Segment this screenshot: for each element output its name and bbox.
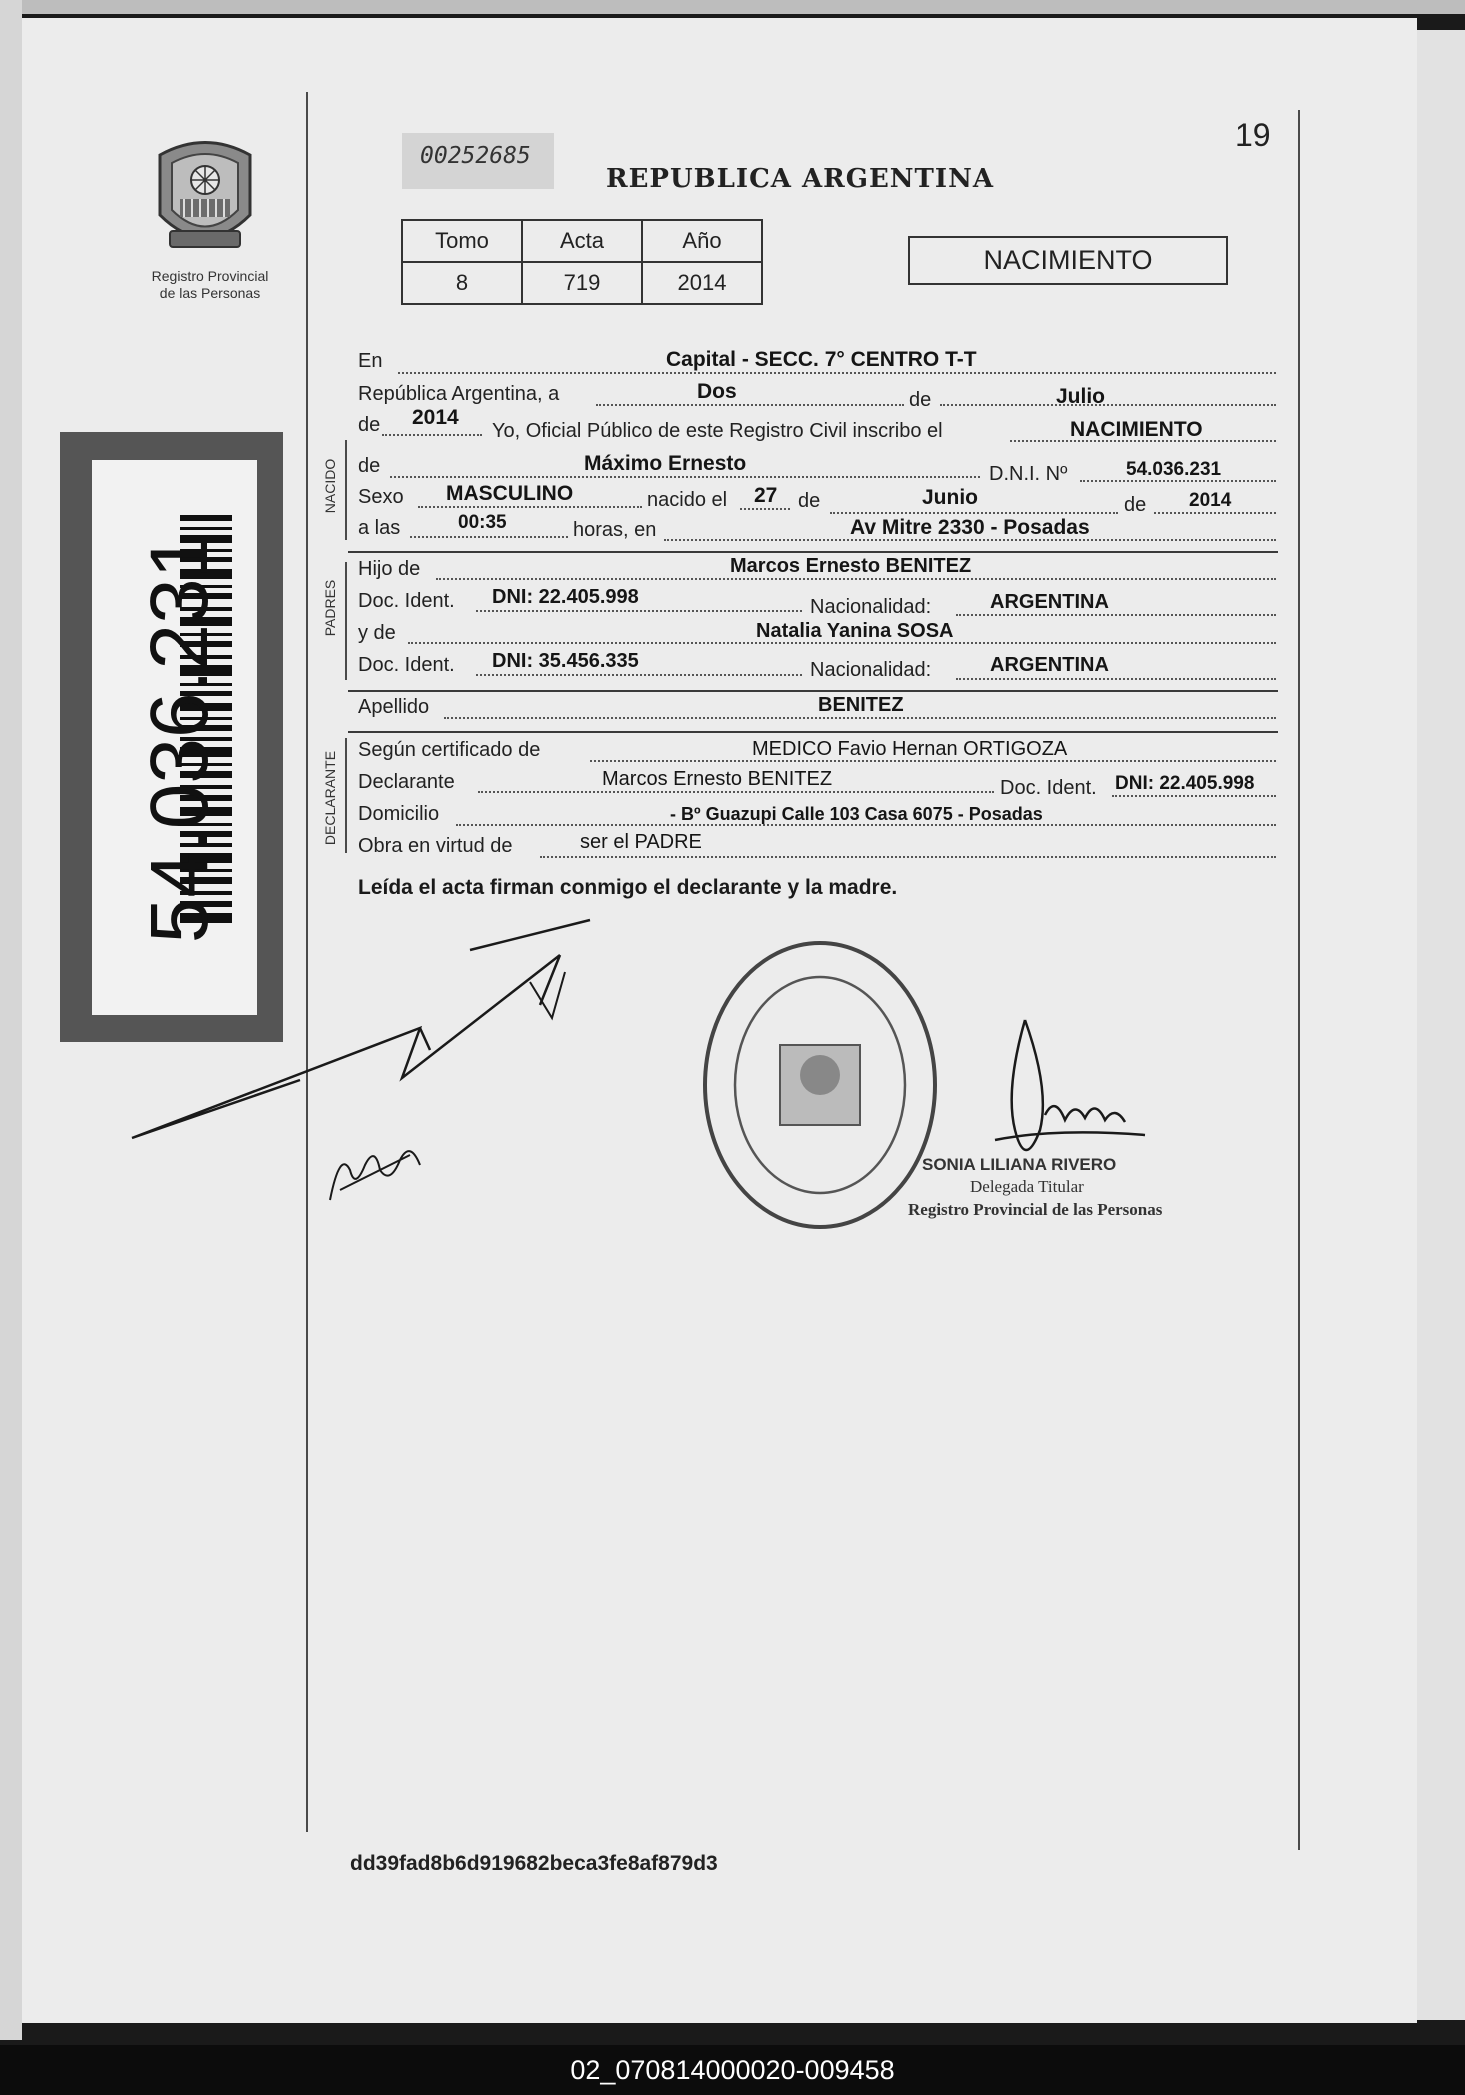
label-de: de [909, 389, 932, 411]
declarante-bracket [345, 738, 347, 853]
value-hora: 00:35 [458, 512, 507, 533]
dotted-line [740, 508, 790, 510]
closing-statement: Leída el acta firman conmigo el declarante y la madre. [358, 876, 898, 899]
scan-filename-bar: 02_070814000020-009458 [0, 2045, 1465, 2095]
dotted-line [444, 717, 1276, 719]
dotted-line [830, 512, 1118, 514]
dotted-line [478, 791, 994, 793]
section-label-declarante: DECLARANTE [322, 750, 338, 846]
official-stamp [698, 935, 943, 1235]
act-type-box: NACIMIENTO [908, 236, 1228, 285]
label-doc-ident-2: Doc. Ident. [358, 654, 455, 676]
value-anio-registro: 2014 [412, 406, 459, 429]
dotted-line [382, 434, 482, 436]
value-mes-nacimiento: Junio [922, 486, 978, 509]
label-segun-certificado: Según certificado de [358, 739, 541, 761]
official-name: SONIA LILIANA RIVERO [922, 1155, 1117, 1174]
label-dni: D.N.I. Nº [989, 463, 1068, 485]
dotted-line [940, 404, 1276, 406]
label-a-las: a las [358, 517, 401, 539]
dotted-line [476, 610, 802, 612]
label-domicilio: Domicilio [358, 803, 440, 825]
table-header-tomo: Tomo [402, 220, 522, 262]
barcode-number-text: 54.036.231 [134, 532, 225, 944]
table-value-anio: 2014 [642, 262, 762, 304]
label-en: En [358, 350, 383, 372]
value-anio-nacimiento: 2014 [1189, 490, 1232, 511]
value-apellido: BENITEZ [818, 694, 904, 716]
value-madre-nacionalidad: ARGENTINA [990, 654, 1109, 676]
control-number: 00252685 [420, 143, 531, 169]
dotted-line [540, 856, 1276, 858]
dotted-line [956, 614, 1276, 616]
dotted-line [436, 578, 1276, 580]
value-lugar-nacimiento: Av Mitre 2330 - Posadas [850, 516, 1090, 539]
value-madre: Natalia Yanina SOSA [756, 620, 954, 642]
value-sexo: MASCULINO [446, 482, 574, 505]
label-sexo: Sexo [358, 486, 404, 508]
value-dia-registro: Dos [697, 380, 737, 403]
label-doc-ident-3: Doc. Ident. [1000, 777, 1097, 799]
scan-top-edge [0, 0, 1465, 14]
label-apellido: Apellido [358, 696, 430, 718]
value-lugar: Capital - SECC. 7° CENTRO T-T [666, 348, 977, 371]
padres-bracket [345, 562, 347, 680]
table-value-acta: 719 [522, 262, 642, 304]
dotted-line [1112, 795, 1276, 797]
value-dni: 54.036.231 [1126, 459, 1222, 480]
page-right-edge [1417, 30, 1465, 2020]
table-header-acta: Acta [522, 220, 642, 262]
dotted-line [390, 476, 980, 478]
value-domicilio: - Bº Guazupi Calle 103 Casa 6075 - Posadas [670, 804, 1043, 824]
value-padre: Marcos Ernesto BENITEZ [730, 555, 972, 577]
label-de-mes: de [798, 490, 821, 512]
value-padre-doc: DNI: 22.405.998 [492, 586, 639, 608]
value-obra: ser el PADRE [580, 831, 702, 853]
label-y-de: y de [358, 622, 396, 644]
label-horas-en: horas, en [573, 519, 657, 541]
value-padre-nacionalidad: ARGENTINA [990, 591, 1109, 613]
section-separator [348, 690, 1278, 692]
country-heading: REPUBLICA ARGENTINA [606, 164, 995, 194]
label-republica-a: República Argentina, a [358, 383, 560, 405]
section-label-nacido: NACIDO [322, 458, 338, 514]
section-separator [348, 731, 1278, 733]
dotted-line [398, 372, 1276, 374]
label-de-2: de [358, 414, 381, 436]
value-nombre: Máximo Ernesto [584, 452, 747, 475]
tomo-acta-anio-table [401, 219, 763, 305]
registry-logo-line-2: de las Personas [159, 285, 261, 301]
dotted-line [956, 678, 1276, 680]
dotted-line [1154, 512, 1276, 514]
dotted-line [476, 674, 802, 676]
official-signature [955, 1010, 1155, 1170]
registry-logo-line-1: Registro Provincial [151, 268, 269, 284]
value-declarante-doc: DNI: 22.405.998 [1115, 773, 1255, 794]
mother-signature [320, 1130, 440, 1210]
province-seal-logo [150, 135, 260, 260]
official-role: Delegada Titular [970, 1177, 1084, 1196]
label-nacido-el: nacido el [647, 489, 728, 511]
dotted-line [418, 506, 642, 508]
official-org: Registro Provincial de las Personas [908, 1200, 1163, 1219]
label-hijo-de: Hijo de [358, 558, 421, 580]
dotted-line [410, 536, 568, 538]
label-nacionalidad-2: Nacionalidad: [810, 659, 932, 681]
value-mes-registro: Julio [1056, 385, 1106, 408]
value-certificado: MEDICO Favio Hernan ORTIGOZA [752, 738, 1068, 760]
registry-logo-caption [120, 268, 300, 302]
label-obra-en-virtud: Obra en virtud de [358, 835, 513, 857]
label-doc-ident-1: Doc. Ident. [358, 590, 455, 612]
dotted-line [596, 404, 904, 406]
value-declarante: Marcos Ernesto BENITEZ [602, 768, 833, 790]
label-de-anio: de [1124, 494, 1147, 516]
label-declarante: Declarante [358, 771, 455, 793]
right-margin-rule [1298, 110, 1300, 1850]
nacido-bracket [345, 440, 347, 540]
declarant-signature [120, 910, 600, 1150]
section-label-padres: PADRES [322, 579, 338, 637]
table-value-tomo: 8 [402, 262, 522, 304]
label-yo-oficial: Yo, Oficial Público de este Registro Civil inscribo el [492, 420, 943, 442]
label-nacionalidad-1: Nacionalidad: [810, 596, 932, 618]
value-tipo-acto: NACIMIENTO [1070, 418, 1203, 441]
label-de-nombre: de [358, 455, 381, 477]
section-separator [348, 551, 1278, 553]
table-header-anio: Año [642, 220, 762, 262]
document-hash: dd39fad8b6d919682beca3fe8af879d3 [350, 1852, 718, 1875]
value-madre-doc: DNI: 35.456.335 [492, 650, 639, 672]
page-left-edge [0, 0, 22, 2040]
value-dia-nacimiento: 27 [754, 484, 778, 507]
page-number: 19 [1235, 117, 1271, 153]
